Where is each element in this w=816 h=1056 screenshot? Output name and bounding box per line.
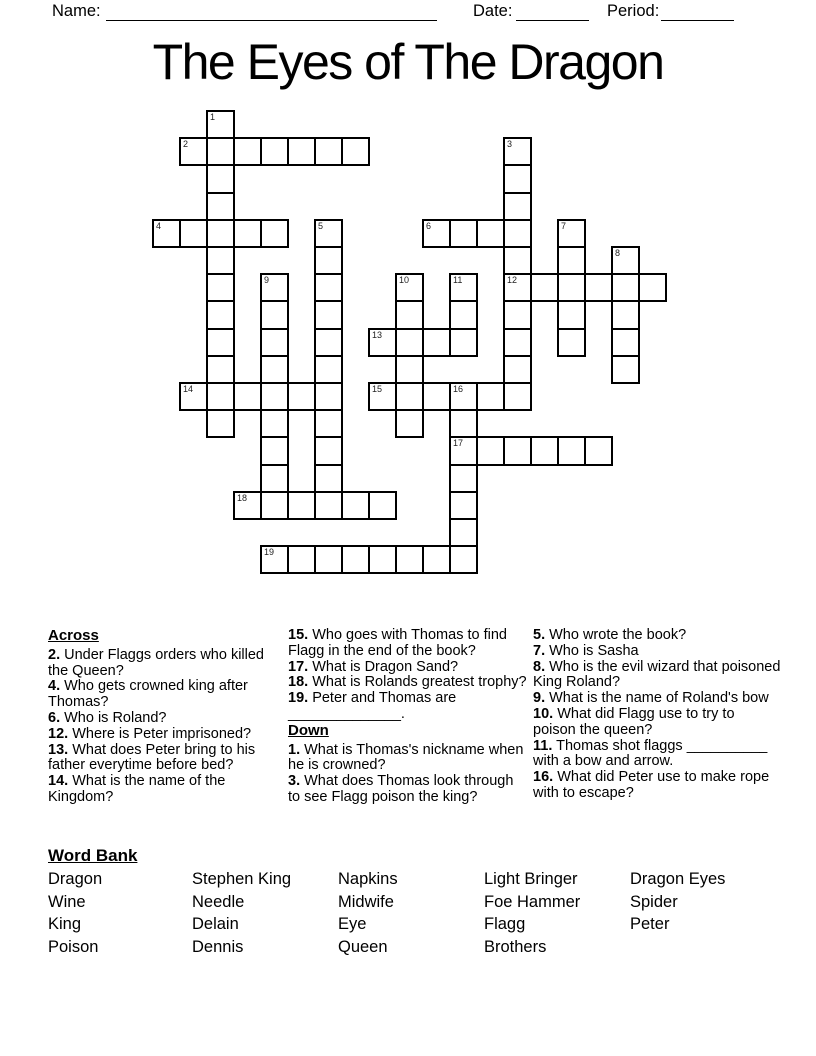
cell-r16-c9[interactable] (395, 545, 424, 574)
period-label: Period: (607, 2, 660, 20)
cell-r8-c6[interactable] (314, 328, 343, 357)
word-bank-item: Poison (48, 937, 99, 956)
cell-r11-c11[interactable] (449, 409, 478, 438)
cell-r11-c6[interactable] (314, 409, 343, 438)
clue-number: 11. (533, 737, 553, 754)
cell-r7-c6[interactable] (314, 300, 343, 329)
word-bank-item: Light Bringer (484, 870, 578, 888)
cell-r1-c13[interactable] (503, 137, 532, 166)
cell-r2-c13[interactable] (503, 164, 532, 193)
date-field[interactable] (516, 2, 589, 21)
clue-column-middle (288, 628, 528, 806)
cell-r6-c6[interactable] (314, 273, 343, 302)
cell-number: 16 (453, 384, 464, 394)
word-bank-item: Foe Hammer (484, 892, 581, 911)
clue-number: 19. (288, 690, 309, 707)
cell-r2-c2[interactable] (206, 164, 235, 193)
clue-17: 17. What is Dragon Sand? (288, 658, 459, 675)
cell-r3-c2[interactable] (206, 192, 235, 221)
word-bank-item: Spider (630, 892, 678, 911)
clue-number: 17. (288, 658, 309, 675)
word-bank-column-5 (630, 868, 725, 936)
word-bank-item: Napkins (338, 870, 398, 888)
cell-r16-c8[interactable] (368, 545, 397, 574)
word-bank-column-4 (484, 868, 580, 958)
cell-r7-c2[interactable] (206, 300, 235, 329)
clue-13: 13. What does Peter bring to his father everytime before bed? (48, 741, 256, 774)
cell-r14-c7[interactable] (341, 491, 370, 520)
clue-12: 12. Where is Peter imprisoned? (48, 725, 252, 742)
cell-r6-c4[interactable] (260, 273, 289, 302)
cell-r6-c2[interactable] (206, 273, 235, 302)
cell-r4-c6[interactable] (314, 219, 343, 248)
word-bank-column-1 (48, 868, 102, 958)
cell-r7-c4[interactable] (260, 300, 289, 329)
name-field[interactable] (106, 2, 437, 21)
cell-r14-c11[interactable] (449, 491, 478, 520)
cell-r8-c11[interactable] (449, 328, 478, 357)
cell-r6-c18[interactable] (638, 273, 667, 302)
cell-r15-c11[interactable] (449, 518, 478, 547)
cell-r12-c12[interactable] (476, 436, 505, 465)
clue-6: 6. Who is Roland? (48, 709, 167, 726)
cell-r4-c13[interactable] (503, 219, 532, 248)
cell-r6-c11[interactable] (449, 273, 478, 302)
cell-r4-c11[interactable] (449, 219, 478, 248)
cell-number: 3 (507, 139, 513, 150)
cell-r5-c13[interactable] (503, 246, 532, 275)
cell-r7-c9[interactable] (395, 300, 424, 329)
down-heading: Down (288, 721, 329, 739)
cell-r10-c4[interactable] (260, 382, 289, 411)
cell-r10-c9[interactable] (395, 382, 424, 411)
cell-r16-c10[interactable] (422, 545, 451, 574)
word-bank-column-2 (192, 868, 291, 958)
period-field[interactable] (661, 2, 734, 21)
cell-number: 6 (426, 220, 432, 231)
cell-r6-c13[interactable] (503, 273, 532, 302)
cell-r5-c15[interactable] (557, 246, 586, 275)
cell-r9-c6[interactable] (314, 355, 343, 384)
clue-number: 8. (533, 658, 546, 675)
clue-number: 1. (288, 741, 301, 758)
cell-r4-c12[interactable] (476, 219, 505, 248)
word-bank-item: Queen (338, 937, 388, 956)
word-bank-item: Eye (338, 915, 367, 934)
cell-r6-c16[interactable] (584, 273, 613, 302)
cell-r10-c5[interactable] (287, 382, 316, 411)
cell-r4-c1[interactable] (179, 219, 208, 248)
cell-number: 17 (453, 438, 464, 449)
cell-r12-c11[interactable] (449, 436, 478, 465)
cell-r12-c6[interactable] (314, 436, 343, 465)
clue-7: 7. Who is Sasha (533, 642, 639, 659)
word-bank-item: Dragon (48, 870, 103, 888)
clue-9: 9. What is the name of Roland's bow (533, 690, 769, 707)
clue-8: 8. Who is the evil wizard that poisoned King Roland? (533, 658, 781, 691)
clue-number: 13. (48, 741, 69, 758)
cell-r1-c1[interactable] (179, 137, 208, 166)
cell-number: 5 (318, 220, 324, 231)
across-heading: Across (48, 627, 99, 644)
cell-r1-c4[interactable] (260, 137, 289, 166)
cell-number: 13 (372, 329, 383, 340)
cell-r0-c2[interactable] (206, 110, 235, 139)
cell-r9-c13[interactable] (503, 355, 532, 384)
cell-r8-c8[interactable] (368, 328, 397, 357)
word-bank-item: Dragon Eyes (630, 870, 726, 888)
cell-r12-c16[interactable] (584, 436, 613, 465)
cell-r9-c9[interactable] (395, 355, 424, 384)
clue-number: 12. (48, 725, 69, 742)
cell-r1-c5[interactable] (287, 137, 316, 166)
cell-r6-c9[interactable] (395, 273, 424, 302)
cell-r16-c11[interactable] (449, 545, 478, 574)
cell-r7-c11[interactable] (449, 300, 478, 329)
cell-r8-c15[interactable] (557, 328, 586, 357)
cell-r10-c10[interactable] (422, 382, 451, 411)
cell-r6-c17[interactable] (611, 273, 640, 302)
cell-number: 18 (237, 492, 248, 503)
cell-r6-c14[interactable] (530, 273, 559, 302)
word-bank-item: Midwife (338, 892, 394, 911)
word-bank-item: King (48, 915, 82, 934)
cell-r12-c14[interactable] (530, 436, 559, 465)
clue-14: 14. What is the name of the Kingdom? (48, 773, 226, 805)
cell-r14-c3[interactable] (233, 491, 262, 520)
clue-number: 7. (533, 642, 546, 659)
clue-number: 4. (48, 678, 61, 695)
cell-r5-c6[interactable] (314, 246, 343, 275)
clue-11: 11. Thomas shot flaggs __________ with a bow and arrow. (533, 737, 768, 770)
clue-number: 3. (288, 773, 301, 790)
word-bank-item: Delain (192, 915, 239, 934)
cell-r7-c13[interactable] (503, 300, 532, 329)
cell-r8-c9[interactable] (395, 328, 424, 357)
cell-number: 11 (453, 275, 463, 286)
cell-number: 1 (210, 112, 216, 122)
name-label: Name: (52, 2, 101, 20)
word-bank-item: Peter (630, 915, 670, 934)
cell-r3-c13[interactable] (503, 192, 532, 221)
clue-4: 4. Who gets crowned king after Thomas? (48, 678, 248, 711)
clue-3: 3. What does Thomas look through to see Flagg poison the king? (288, 773, 514, 805)
cell-number: 2 (183, 139, 189, 150)
cell-r9-c2[interactable] (206, 355, 235, 384)
cell-r8-c17[interactable] (611, 328, 640, 357)
cell-r8-c13[interactable] (503, 328, 532, 357)
clue-number: 14. (48, 773, 69, 790)
cell-number: 14 (183, 384, 194, 394)
cell-r13-c11[interactable] (449, 464, 478, 493)
cell-r4-c4[interactable] (260, 219, 289, 248)
date-label: Date: (473, 2, 513, 20)
page-title: The Eyes of The Dragon (152, 34, 664, 90)
cell-r7-c15[interactable] (557, 300, 586, 329)
cell-r14-c5[interactable] (287, 491, 316, 520)
cell-r4-c0[interactable] (152, 219, 181, 248)
cell-r11-c4[interactable] (260, 409, 289, 438)
cell-r8-c2[interactable] (206, 328, 235, 357)
cell-r10-c11[interactable] (449, 382, 478, 411)
cell-r12-c4[interactable] (260, 436, 289, 465)
cell-r9-c17[interactable] (611, 355, 640, 384)
cell-r10-c8[interactable] (368, 382, 397, 411)
cell-number: 19 (264, 547, 275, 558)
cell-r14-c4[interactable] (260, 491, 289, 520)
cell-r10-c1[interactable] (179, 382, 208, 411)
cell-number: 12 (507, 275, 518, 286)
cell-number: 9 (264, 275, 270, 286)
cell-r11-c2[interactable] (206, 409, 235, 438)
clue-2: 2. Under Flaggs orders who killed the Queen? (48, 646, 264, 679)
cell-r9-c4[interactable] (260, 355, 289, 384)
cell-r4-c3[interactable] (233, 219, 262, 248)
cell-r16-c7[interactable] (341, 545, 370, 574)
cell-r10-c13[interactable] (503, 382, 532, 411)
clue-number: 5. (533, 627, 546, 643)
clue-number: 6. (48, 709, 61, 726)
cell-r4-c15[interactable] (557, 219, 586, 248)
cell-r16-c5[interactable] (287, 545, 316, 574)
clue-column-across (48, 628, 282, 806)
cell-r13-c4[interactable] (260, 464, 289, 493)
cell-r1-c7[interactable] (341, 137, 370, 166)
word-bank-item: Brothers (484, 937, 547, 956)
clue-15: 15. Who goes with Thomas to find Flagg in the end of the book? (288, 627, 507, 659)
cell-r10-c12[interactable] (476, 382, 505, 411)
clue-number: 18. (288, 674, 309, 691)
clue-number: 15. (288, 627, 309, 643)
clue-number: 10. (533, 705, 554, 722)
cell-r12-c15[interactable] (557, 436, 586, 465)
cell-r1-c2[interactable] (206, 137, 235, 166)
cell-r8-c4[interactable] (260, 328, 289, 357)
cell-r14-c6[interactable] (314, 491, 343, 520)
cell-r13-c6[interactable] (314, 464, 343, 493)
word-bank-column-3 (338, 868, 398, 958)
cell-r4-c2[interactable] (206, 219, 235, 248)
cell-r6-c15[interactable] (557, 273, 586, 302)
clue-16: 16. What did Peter use to make rope with to escape? (533, 769, 770, 801)
cell-r7-c17[interactable] (611, 300, 640, 329)
cell-r16-c6[interactable] (314, 545, 343, 574)
word-bank-item: Dennis (192, 937, 244, 956)
cell-number: 4 (156, 220, 162, 231)
clue-1: 1. What is Thomas's nickname when he is crowned? (288, 741, 524, 774)
clue-5: 5. Who wrote the book? (533, 627, 687, 643)
cell-r5-c17[interactable] (611, 246, 640, 275)
clue-19: 19. Peter and Thomas are ______________. (288, 690, 457, 722)
cell-r5-c2[interactable] (206, 246, 235, 275)
cell-r1-c3[interactable] (233, 137, 262, 166)
word-bank-item: Stephen King (192, 870, 292, 888)
clue-number: 16. (533, 769, 554, 786)
cell-r12-c13[interactable] (503, 436, 532, 465)
cell-r10-c6[interactable] (314, 382, 343, 411)
clue-18: 18. What is Rolands greatest trophy? (288, 674, 527, 691)
clue-column-down (533, 628, 781, 802)
word-bank-item: Needle (192, 892, 245, 911)
crossword-grid (152, 110, 668, 575)
clue-number: 2. (48, 646, 61, 663)
cell-number: 8 (615, 248, 621, 258)
cell-number: 10 (399, 275, 410, 286)
word-bank-heading: Word Bank (48, 846, 138, 865)
cell-number: 7 (561, 220, 567, 231)
clue-10: 10. What did Flagg use to try to poison the queen? (533, 705, 735, 738)
word-bank-item: Wine (48, 892, 86, 911)
cell-r10-c2[interactable] (206, 382, 235, 411)
cell-r14-c8[interactable] (368, 491, 397, 520)
cell-r10-c3[interactable] (233, 382, 262, 411)
cell-r16-c4[interactable] (260, 545, 289, 574)
cell-r1-c6[interactable] (314, 137, 343, 166)
cell-r4-c10[interactable] (422, 219, 451, 248)
cell-r11-c9[interactable] (395, 409, 424, 438)
word-bank-item: Flagg (484, 915, 526, 934)
clue-number: 9. (533, 690, 546, 707)
cell-number: 15 (372, 384, 383, 394)
cell-r8-c10[interactable] (422, 328, 451, 357)
